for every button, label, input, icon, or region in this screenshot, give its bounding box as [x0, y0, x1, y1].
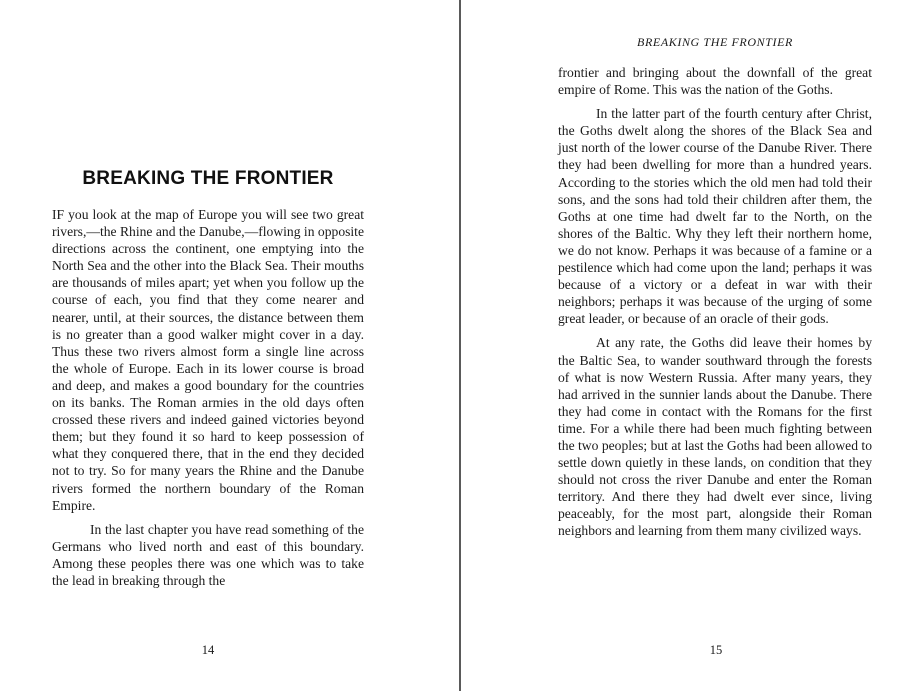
paragraph: In the latter part of the fourth century after Christ, the Goths dwelt along the shores of the Black Sea and just north of the lower course of the Danube River. There they had been dwelling for more than a hundred years. According to the stories which the old men had told their sons, and the sons had told their children after them, the Goths at one time had dwelt far to the North, on the shores of the Baltic. Why they left their northern home, we do not know. Perhaps it was because of a famine or a pestilence which had come upon the land; perhaps it was because of a victory or a defeat in war with their neighbors; perhaps it was because of the urging of some great leader, or because of an oracle of their gods. [558, 106, 872, 327]
running-head: BREAKING THE FRONTIER [637, 35, 793, 49]
page-number-right: 15 [709, 643, 723, 657]
paragraph: IF you look at the map of Europe you will see two great rivers,—the Rhine and the Danube,—flowing in opposite directions across the continent, one emptying into the North Sea and the other into the Black Sea. Their mouths are thousands of miles apart; yet when you follow up the course of each, you find that they come nearer and nearer, until, at their sources, the distance between them is no greater than a good walker might cover in a day. Thus these two rivers almost form a single line across the whole of Europe. Each in its lower course is broad and deep, and makes a good boundary for the countries on its banks. The Roman armies in the old days often crossed these rivers and indeed gained victories beyond them; but they found it so hard to keep possession of what they conquered there, that in the end they decided not to try. So for many years the Rhine and the Danube rivers formed the northern boundary of the Roman Empire. [52, 207, 364, 513]
page-number-left: 14 [201, 643, 215, 657]
paragraph: frontier and bringing about the downfall of the great empire of Rome. This was the nation of the Goths. [558, 65, 872, 98]
left-page [0, 0, 460, 691]
right-page-body [558, 64, 872, 540]
left-page-body [52, 206, 364, 589]
paragraph: In the last chapter you have read something of the Germans who lived north and east of this boundary. Among these peoples there was one which was to take the lead in breaking through the [52, 521, 364, 588]
chapter-title: BREAKING THE FRONTIER [82, 168, 334, 189]
paragraph: At any rate, the Goths did leave their homes by the Baltic Sea, to wander southward through the forests of what is now Western Russia. After many years, they had arrived in the sunnier lands about the Danube. There they had come in contact with the Romans for the first time. For a while there had been much fighting between the two peoples; but at last the Goths had been allowed to settle down quietly in these lands, on condition that they should not cross the river Danube and enter the Roman territory. And there they had dwelt ever since, living peaceably, for the most part, alongside their Roman neighbors and learning from them many civilized ways. [558, 335, 872, 539]
book-spine-divider [459, 0, 461, 691]
